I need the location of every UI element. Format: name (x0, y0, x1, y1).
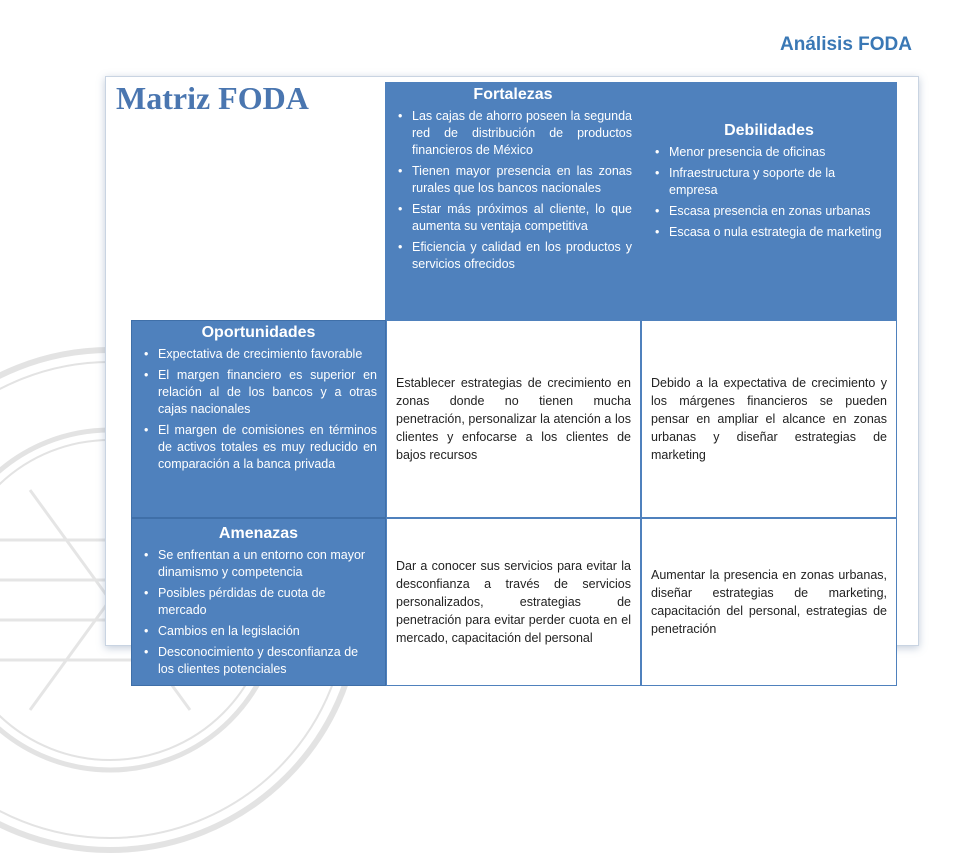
fortaleza-item: • Eficiencia y calidad en los productos y servicios ofrecidos (412, 239, 632, 273)
debilidad-item: • Escasa o nula estrategia de marketing (669, 224, 887, 241)
oportunidades-cell (131, 320, 386, 518)
fa-strategy-text: Dar a conocer sus servicios para evitar la desconfianza a través de servicios personalizados, estrategias de penetración para evitar perder cuota en el mercado, capacitación del personal (396, 559, 631, 645)
da-strategy-text: Aumentar la presencia en zonas urbanas, diseñar estrategias de marketing, capacitación del personal, estrategias de penetración (651, 568, 887, 636)
fa-strategy-cell (386, 518, 641, 686)
amenazas-cell (131, 518, 386, 686)
fortaleza-item: • Las cajas de ahorro poseen la segunda red de distribución de productos financieros de México (412, 108, 632, 159)
oportunidades-heading: Oportunidades (201, 324, 316, 341)
section-title: Análisis FODA (780, 34, 912, 55)
fortaleza-item: • Tienen mayor presencia en las zonas rurales que los bancos nacionales (412, 163, 632, 197)
amenaza-item: • Cambios en la legislación (158, 623, 377, 640)
fo-strategy-cell (386, 320, 641, 518)
debilidad-item: • Menor presencia de oficinas (669, 144, 887, 161)
oportunidad-item: • Expectativa de crecimiento favorable (158, 346, 377, 363)
debilidades-cell (641, 82, 897, 320)
fortalezas-cell (385, 82, 641, 320)
fo-strategy-text: Establecer estrategias de crecimiento en zonas donde no tienen mucha penetración, personalizar la atención a los clientes y enfocarse a los clientes de bajos recursos (396, 376, 631, 462)
matrix-title: Matriz FODA (116, 80, 309, 116)
debilidad-item: • Escasa presencia en zonas urbanas (669, 203, 887, 220)
oportunidad-item: • El margen de comisiones en términos de activos totales es muy reducido en comparación a la banca privada (158, 422, 377, 473)
oportunidad-item: • El margen financiero es superior en relación al de los bancos y a otras cajas nacionales (158, 367, 377, 418)
amenaza-item: • Posibles pérdidas de cuota de mercado (158, 585, 377, 619)
do-strategy-text: Debido a la expectativa de crecimiento y los márgenes financieros se pueden pensar en ampliar el alcance en zonas urbanas y diseñar estrategias de marketing (651, 376, 887, 462)
amenaza-item: • Se enfrentan a un entorno con mayor dinamismo y competencia (158, 547, 377, 581)
do-strategy-cell (641, 320, 897, 518)
amenaza-item: • Desconocimiento y desconfianza de los clientes potenciales (158, 644, 377, 678)
amenazas-heading: Amenazas (218, 525, 299, 542)
debilidades-heading: Debilidades (724, 122, 814, 139)
fortaleza-item: • Estar más próximos al cliente, lo que aumenta su ventaja competitiva (412, 201, 632, 235)
fortalezas-heading: Fortalezas (473, 86, 553, 103)
da-strategy-cell (641, 518, 897, 686)
debilidad-item: • Infraestructura y soporte de la empresa (669, 165, 887, 199)
